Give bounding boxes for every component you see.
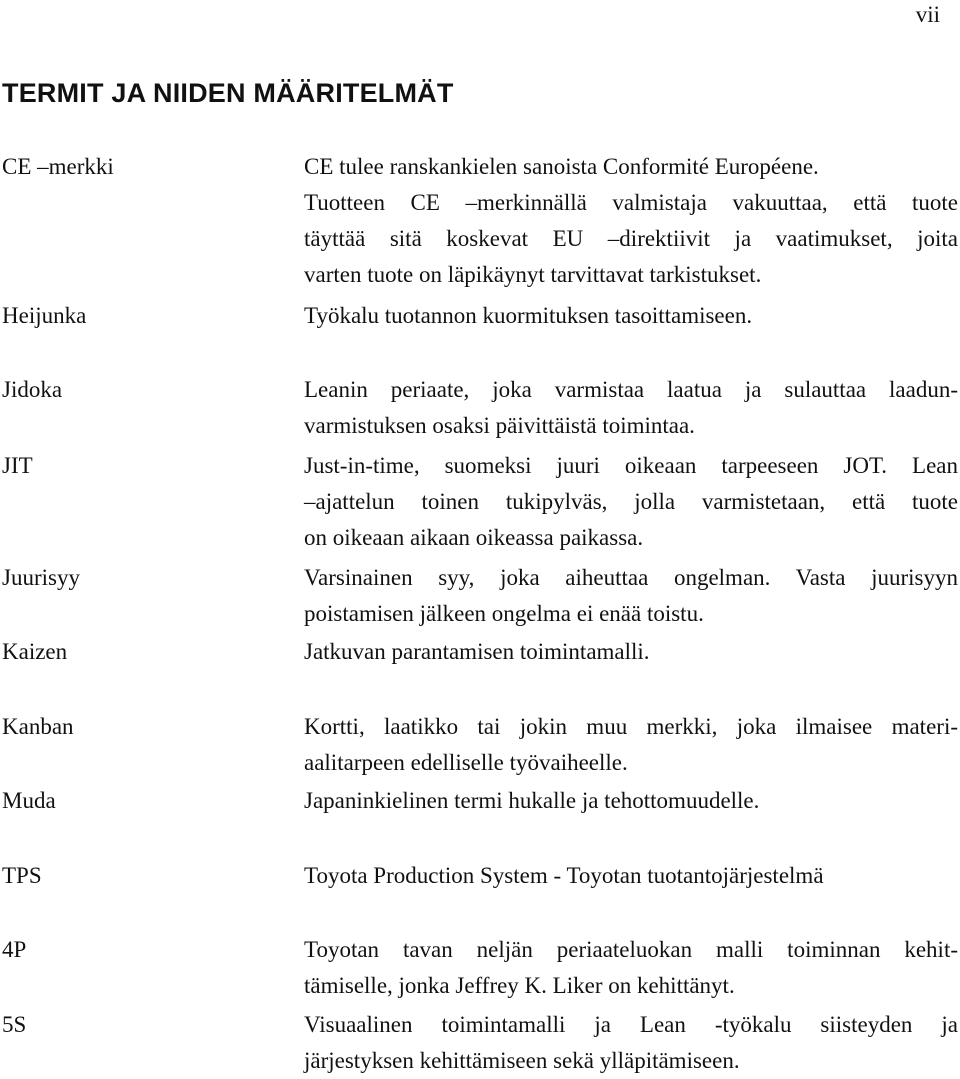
term-5s: 5S	[2, 1012, 27, 1037]
term-kaizen: Kaizen	[2, 639, 68, 664]
definition-line: Visuaalinen toimintamalli ja Lean -työkalu siisteyden ja	[304, 1012, 958, 1037]
definition-line: Jatkuvan parantamisen toimintamalli.	[304, 639, 650, 664]
definition-line: varten tuote on läpikäynyt tarvittavat tarkistukset.	[304, 262, 762, 287]
definition-line: aalitarpeen edelliselle työvaiheelle.	[304, 750, 628, 775]
term-4p: 4P	[2, 937, 27, 962]
term-muda: Muda	[2, 788, 56, 813]
definition-line: Leanin periaate, joka varmistaa laatua ja sulauttaa laadun-	[304, 377, 958, 402]
definition-line: Japaninkielinen termi hukalle ja tehottomuudelle.	[304, 788, 760, 813]
term-kanban: Kanban	[2, 714, 74, 739]
definition-kaizen	[304, 634, 958, 670]
term-ce-merkki: CE –merkki	[2, 154, 114, 179]
definition-line: järjestyksen kehittämiseen sekä ylläpitämiseen.	[304, 1048, 740, 1073]
definition-line: Toyota Production System - Toyotan tuotantojärjestelmä	[304, 863, 824, 888]
term-tps: TPS	[2, 863, 42, 888]
definition-line: –ajattelun toinen tukipylväs, jolla varmistetaan, että tuote	[304, 489, 958, 514]
definition-line: Just-in-time, suomeksi juuri oikeaan tarpeeseen JOT. Lean	[304, 453, 958, 478]
definition-line: tämiselle, jonka Jeffrey K. Liker on kehittänyt.	[304, 973, 735, 998]
definition-line: Varsinainen syy, joka aiheuttaa ongelman. Vasta juurisyyn	[304, 565, 958, 590]
definition-5s	[304, 1007, 958, 1079]
definition-line: on oikeaan aikaan oikeassa paikassa.	[304, 525, 644, 550]
definition-line: Kortti, laatikko tai jokin muu merkki, joka ilmaisee materi-	[304, 714, 958, 739]
definition-jit	[304, 448, 958, 556]
term-jidoka: Jidoka	[2, 377, 63, 402]
definition-line: Tuotteen CE –merkinnällä valmistaja vakuuttaa, että tuote	[304, 190, 958, 215]
page-title: TERMIT JA NIIDEN MÄÄRITELMÄT	[2, 78, 454, 108]
definition-jidoka	[304, 372, 958, 444]
term-jit: JIT	[2, 453, 33, 478]
definition-muda	[304, 783, 958, 819]
definition-kanban	[304, 709, 958, 781]
term-heijunka: Heijunka	[2, 303, 87, 328]
definition-heijunka	[304, 298, 958, 334]
definition-juurisyy	[304, 560, 958, 632]
definition-line: Toyotan tavan neljän periaateluokan malli toiminnan kehit-	[304, 937, 958, 962]
definition-line: täyttää sitä koskevat EU –direktiivit ja vaatimukset, joita	[304, 226, 958, 251]
definition-line: poistamisen jälkeen ongelma ei enää toistu.	[304, 601, 704, 626]
definition-ce-merkki	[304, 149, 958, 293]
definition-line: varmistuksen osaksi päivittäistä toimintaa.	[304, 413, 695, 438]
page-number: vii	[915, 2, 940, 27]
definition-line: CE tulee ranskankielen sanoista Conformité Européene.	[304, 154, 819, 179]
definition-tps	[304, 858, 958, 894]
term-juurisyy: Juurisyy	[2, 565, 80, 590]
definition-4p	[304, 932, 958, 1004]
definition-line: Työkalu tuotannon kuormituksen tasoittamiseen.	[304, 303, 753, 328]
